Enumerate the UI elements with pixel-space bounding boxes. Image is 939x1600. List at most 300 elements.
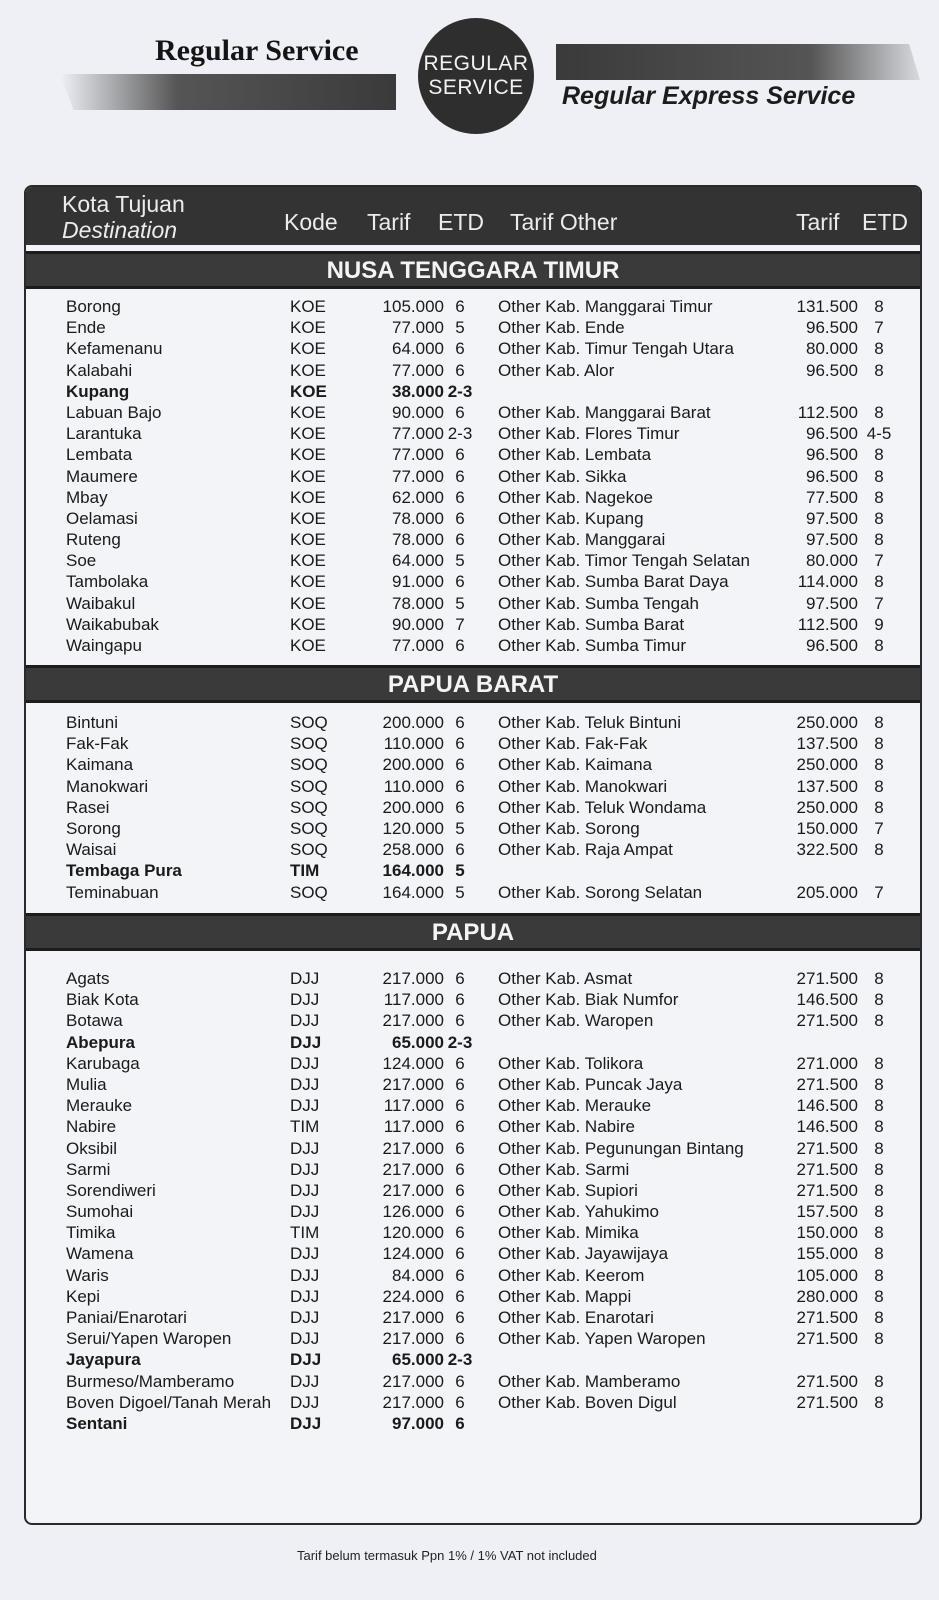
tariff-value: 164.000 (382, 882, 444, 902)
other-etd-value: 8 (874, 530, 884, 550)
other-etd-value: 8 (874, 1138, 884, 1158)
other-etd-value: 8 (874, 636, 884, 655)
destination-name: Jayapura (66, 1350, 141, 1370)
tariff-value: 77.000 (392, 424, 444, 444)
destination-name: Oksibil (66, 1138, 118, 1158)
etd-value: 6 (455, 1223, 465, 1243)
table-row (26, 636, 920, 657)
destination-name: Serui/Yapen Waropen (66, 1329, 232, 1349)
destination-code: DJJ (290, 969, 320, 988)
table-row (26, 734, 920, 755)
table-row (26, 755, 920, 776)
table-row (26, 339, 920, 360)
destination-code: DJJ (290, 1074, 320, 1094)
etd-value: 6 (455, 990, 465, 1010)
etd-value: 6 (455, 1117, 465, 1137)
destination-name: Kupang (66, 381, 130, 401)
other-etd-value: 8 (874, 734, 884, 754)
tariff-value: 217.000 (382, 1308, 444, 1327)
other-tariff-value: 205.000 (796, 882, 858, 902)
etd-value: 2-3 (447, 1032, 473, 1052)
destination-name: Nabire (66, 1117, 117, 1137)
other-etd-value: 9 (874, 614, 884, 634)
other-tariff-value: 250.000 (796, 755, 858, 775)
destination-code: SOQ (290, 734, 328, 754)
regular-service-title: Regular Service (155, 34, 359, 67)
other-etd-value: 8 (874, 840, 884, 860)
table-row (26, 1266, 920, 1287)
etd-value: 6 (455, 776, 465, 796)
destination-name: Sentani (66, 1413, 128, 1433)
tariff-value: 77.000 (392, 636, 444, 655)
destination-name: Waikabubak (66, 614, 159, 634)
other-tariff-value: 271.500 (796, 969, 858, 988)
tariff-value: 217.000 (382, 1074, 444, 1094)
destination-name: Kepi (66, 1286, 101, 1306)
other-area-name: Other Kab. Mimika (498, 1223, 639, 1243)
other-etd-value: 8 (874, 1244, 884, 1264)
destination-name: Botawa (66, 1011, 123, 1031)
tariff-value: 77.000 (392, 466, 444, 486)
other-tariff-value: 137.500 (796, 776, 858, 796)
other-area-name: Other Kab. Mamberamo (498, 1371, 681, 1391)
destination-name: Borong (66, 297, 121, 316)
logo-line-1: REGULAR (423, 52, 529, 75)
other-area-name: Other Kab. Teluk Bintuni (498, 713, 682, 732)
table-row (26, 1414, 920, 1435)
left-header-bar (60, 74, 396, 110)
destination-code: DJJ (290, 1265, 320, 1285)
table-row (26, 1011, 920, 1032)
table-row (26, 1329, 920, 1350)
destination-name: Soe (66, 551, 97, 571)
destination-code: KOE (290, 551, 326, 571)
etd-value: 6 (455, 466, 465, 486)
other-tariff-value: 271.500 (796, 1159, 858, 1179)
other-area-name: Other Kab. Kaimana (498, 755, 653, 775)
destination-name: Boven Digoel/Tanah Merah (66, 1392, 272, 1412)
destination-code: SOQ (290, 713, 328, 732)
other-etd-value: 8 (874, 339, 884, 359)
destination-code: DJJ (290, 1413, 322, 1433)
etd-value: 6 (455, 1011, 465, 1031)
other-etd-value: 8 (874, 1202, 884, 1222)
other-area-name: Other Kab. Sorong (498, 818, 640, 838)
other-tariff-value: 96.500 (806, 318, 858, 338)
tariff-value: 117.000 (383, 1117, 444, 1137)
other-tariff-value: 271.500 (796, 1180, 858, 1200)
destination-code: KOE (290, 339, 326, 359)
other-etd-value: 8 (874, 1308, 884, 1327)
tariff-value: 110.000 (383, 776, 444, 796)
etd-value: 6 (455, 530, 465, 550)
etd-value: 5 (455, 551, 465, 571)
destination-name: Tambolaka (66, 572, 149, 592)
table-row (26, 1202, 920, 1223)
table-row (26, 1308, 920, 1329)
other-area-name: Other Kab. Manokwari (498, 776, 668, 796)
other-area-name: Other Kab. Fak-Fak (498, 734, 648, 754)
destination-code: DJJ (290, 1096, 320, 1116)
etd-value: 6 (455, 1371, 465, 1391)
tariff-value: 77.000 (392, 318, 444, 338)
etd-value: 6 (455, 969, 465, 988)
other-tariff-value: 112.500 (797, 402, 858, 422)
section-rows-ntt (26, 297, 920, 657)
destination-name: Sorendiweri (66, 1180, 156, 1200)
destination-name: Kefamenanu (66, 339, 163, 359)
table-row (26, 990, 920, 1011)
destination-code: DJJ (290, 1308, 320, 1327)
col-tarif-express: Tarif (796, 209, 840, 235)
destination-code: DJJ (290, 1286, 320, 1306)
tariff-value: 64.000 (392, 551, 444, 571)
other-area-name: Other Kab. Supiori (498, 1180, 638, 1200)
destination-name: Agats (66, 969, 110, 988)
destination-name: Larantuka (66, 424, 142, 444)
logo-line-2: SERVICE (428, 76, 524, 99)
other-area-name: Other Kab. Waropen (498, 1011, 654, 1031)
other-area-name: Other Kab. Sikka (498, 466, 627, 486)
destination-name: Karubaga (66, 1053, 140, 1073)
other-tariff-value: 96.500 (806, 424, 858, 444)
other-etd-value: 8 (874, 969, 884, 988)
table-row (26, 1181, 920, 1202)
tariff-value: 200.000 (382, 755, 444, 775)
section-header-papua (26, 913, 920, 951)
other-tariff-value: 271.500 (796, 1329, 858, 1349)
destination-name: Waisai (66, 840, 117, 860)
other-etd-value: 7 (874, 818, 884, 838)
destination-name: Bintuni (66, 713, 118, 732)
tariff-value: 91.000 (392, 572, 444, 592)
regular-express-service-title: Regular Express Service (562, 82, 856, 110)
tariff-value: 217.000 (382, 1392, 444, 1412)
etd-value: 6 (455, 1308, 465, 1327)
other-area-name: Other Kab. Merauke (498, 1096, 652, 1116)
other-tariff-value: 271.500 (796, 1138, 858, 1158)
other-etd-value: 8 (874, 445, 884, 465)
other-tariff-value: 80.000 (806, 339, 858, 359)
tariff-value: 258.000 (382, 840, 444, 860)
etd-value: 6 (455, 297, 465, 316)
destination-code: KOE (290, 424, 326, 444)
other-etd-value: 8 (874, 466, 884, 486)
other-area-name: Other Kab. Tolikora (498, 1053, 644, 1073)
table-row (26, 1287, 920, 1308)
destination-name: Lembata (66, 445, 133, 465)
other-etd-value: 8 (874, 713, 884, 732)
other-tariff-value: 271.500 (796, 1392, 858, 1412)
destination-code: KOE (290, 572, 326, 592)
other-area-name: Other Kab. Sumba Barat (498, 614, 685, 634)
other-etd-value: 7 (874, 551, 884, 571)
other-tariff-value: 146.500 (796, 1117, 858, 1137)
other-tariff-value: 150.000 (796, 1223, 858, 1243)
other-etd-value: 8 (874, 487, 884, 507)
table-row (26, 1096, 920, 1117)
etd-value: 2-3 (447, 381, 473, 401)
other-tariff-value: 112.500 (797, 614, 858, 634)
other-etd-value: 8 (874, 360, 884, 380)
other-etd-value: 8 (874, 508, 884, 528)
destination-code: KOE (290, 530, 326, 550)
tariff-value: 78.000 (392, 593, 444, 613)
other-area-name: Other Kab. Sumba Timur (498, 636, 687, 655)
destination-name: Merauke (66, 1096, 133, 1116)
table-row (26, 1075, 920, 1096)
col-tarif: Tarif (367, 209, 411, 235)
etd-value: 6 (455, 755, 465, 775)
other-area-name: Other Kab. Pegunungan Bintang (498, 1138, 744, 1158)
other-etd-value: 8 (874, 1265, 884, 1285)
other-tariff-value: 280.000 (796, 1286, 858, 1306)
tariff-value: 200.000 (382, 713, 444, 732)
other-tariff-value: 96.500 (806, 360, 858, 380)
other-area-name: Other Kab. Boven Digul (498, 1392, 677, 1412)
other-tariff-value: 105.000 (796, 1265, 858, 1285)
destination-code: KOE (290, 614, 326, 634)
table-row (26, 1033, 920, 1054)
other-etd-value: 8 (874, 776, 884, 796)
etd-value: 6 (455, 1413, 465, 1433)
other-area-name: Other Kab. Enarotari (498, 1308, 654, 1327)
tariff-value: 224.000 (382, 1286, 444, 1306)
table-row (26, 594, 920, 615)
etd-value: 6 (455, 1096, 465, 1116)
other-tariff-value: 157.500 (796, 1202, 858, 1222)
destination-code: DJJ (290, 1392, 320, 1412)
other-area-name: Other Kab. Mappi (498, 1286, 632, 1306)
other-tariff-value: 146.500 (796, 1096, 858, 1116)
other-tariff-value: 131.500 (796, 297, 858, 316)
destination-name: Labuan Bajo (66, 402, 162, 422)
tariff-value: 117.000 (383, 1096, 444, 1116)
etd-value: 6 (455, 636, 465, 655)
destination-name: Sarmi (66, 1159, 111, 1179)
other-etd-value: 8 (874, 1159, 884, 1179)
footnote: Tarif belum termasuk Ppn 1% / 1% VAT not included (297, 1548, 597, 1563)
etd-value: 6 (455, 572, 465, 592)
other-tariff-value: 322.500 (796, 840, 858, 860)
other-area-name: Other Kab. Timur Tengah Utara (498, 339, 734, 359)
tariff-value: 126.000 (382, 1202, 444, 1222)
section-title: PAPUA (431, 919, 515, 946)
etd-value: 6 (455, 1265, 465, 1285)
other-tariff-value: 146.500 (796, 990, 858, 1010)
tariff-value: 90.000 (392, 402, 444, 422)
destination-code: KOE (290, 381, 327, 401)
other-area-name: Other Kab. Manggarai (498, 530, 666, 550)
tariff-value: 217.000 (382, 969, 444, 988)
other-tariff-value: 250.000 (796, 713, 858, 732)
etd-value: 6 (455, 339, 465, 359)
destination-code: SOQ (290, 755, 328, 775)
col-tarif-other: Tarif Other (510, 209, 618, 235)
table-row (26, 467, 920, 488)
other-area-name: Other Kab. Keerom (498, 1265, 645, 1285)
table-row (26, 1350, 920, 1371)
etd-value: 6 (455, 508, 465, 528)
destination-code: KOE (290, 297, 326, 316)
section-rows-papua (26, 969, 920, 1435)
destination-name: Abepura (66, 1032, 135, 1052)
etd-value: 6 (455, 1180, 465, 1200)
tariff-value: 217.000 (382, 1329, 444, 1349)
etd-value: 2-3 (447, 424, 473, 444)
other-area-name: Other Kab. Lembata (498, 445, 652, 465)
etd-value: 5 (455, 318, 465, 338)
etd-value: 6 (455, 797, 465, 817)
destination-name: Fak-Fak (66, 734, 129, 754)
tariff-value: 105.000 (382, 297, 444, 316)
other-etd-value: 8 (874, 990, 884, 1010)
destination-name: Maumere (66, 466, 138, 486)
etd-value: 6 (455, 1286, 465, 1306)
destination-code: TIM (290, 1117, 320, 1137)
other-tariff-value: 97.500 (806, 530, 858, 550)
destination-code: SOQ (290, 818, 328, 838)
destination-name: Rasei (66, 797, 110, 817)
right-header-bar (556, 44, 920, 80)
other-etd-value: 8 (874, 1053, 884, 1073)
destination-code: DJJ (290, 1329, 320, 1349)
other-tariff-value: 150.000 (796, 818, 858, 838)
other-tariff-value: 271.000 (796, 1053, 858, 1073)
destination-code: TIM (290, 1223, 320, 1243)
table-row (26, 819, 920, 840)
other-area-name: Other Kab. Nabire (498, 1117, 636, 1137)
destination-name: Ruteng (66, 530, 121, 550)
destination-code: DJJ (290, 1159, 320, 1179)
other-area-name: Other Kab. Kupang (498, 508, 644, 528)
other-tariff-value: 271.500 (796, 1371, 858, 1391)
table-row (26, 509, 920, 530)
destination-name: Ende (66, 318, 106, 338)
other-etd-value: 8 (874, 1286, 884, 1306)
other-area-name: Other Kab. Jayawijaya (498, 1244, 669, 1264)
col-etd: ETD (438, 209, 484, 235)
other-etd-value: 8 (874, 1011, 884, 1031)
destination-name: Mulia (66, 1074, 107, 1094)
etd-value: 5 (455, 861, 465, 881)
section-title: PAPUA BARAT (387, 671, 559, 698)
destination-name: Sorong (66, 818, 121, 838)
table-row (26, 488, 920, 509)
other-etd-value: 8 (874, 1096, 884, 1116)
table-row (26, 969, 920, 990)
table-row (26, 1393, 920, 1414)
other-etd-value: 8 (874, 797, 884, 817)
section-rows-papua-barat (26, 713, 920, 904)
other-area-name: Other Kab. Flores Timur (498, 424, 680, 444)
destination-code: KOE (290, 466, 326, 486)
table-row (26, 424, 920, 445)
other-area-name: Other Kab. Ende (498, 318, 625, 338)
other-area-name: Other Kab. Puncak Jaya (498, 1074, 683, 1094)
etd-value: 2-3 (447, 1350, 473, 1370)
other-etd-value: 8 (874, 1371, 884, 1391)
other-etd-value: 8 (874, 297, 884, 316)
other-tariff-value: 97.500 (806, 508, 858, 528)
tariff-value: 217.000 (382, 1159, 444, 1179)
other-etd-value: 8 (874, 402, 884, 422)
table-row (26, 551, 920, 572)
tariff-value: 38.000 (392, 381, 444, 401)
etd-value: 6 (455, 1329, 465, 1349)
destination-name: Waibakul (66, 593, 136, 613)
destination-name: Kaimana (66, 755, 134, 775)
table-row (26, 572, 920, 593)
table-row (26, 861, 920, 882)
etd-value: 6 (455, 1244, 465, 1264)
tariff-value: 164.000 (382, 861, 444, 881)
tariff-value: 65.000 (392, 1350, 444, 1370)
table-row (26, 297, 920, 318)
destination-name: Oelamasi (66, 508, 138, 528)
col-kota-tujuan: Kota Tujuan (62, 191, 185, 217)
table-row (26, 1223, 920, 1244)
destination-name: Sumohai (66, 1202, 134, 1222)
destination-name: Waris (66, 1265, 109, 1285)
other-area-name: Other Kab. Biak Numfor (498, 990, 679, 1010)
etd-value: 6 (455, 840, 465, 860)
other-tariff-value: 96.500 (806, 445, 858, 465)
col-kode: Kode (284, 209, 338, 235)
tariff-value: 217.000 (382, 1011, 444, 1031)
other-etd-value: 4-5 (866, 424, 892, 444)
other-etd-value: 8 (874, 1329, 884, 1349)
table-row (26, 798, 920, 819)
other-etd-value: 7 (874, 593, 884, 613)
other-area-name: Other Kab. Sumba Barat Daya (498, 572, 729, 592)
destination-name: Paniai/Enarotari (66, 1308, 187, 1327)
other-area-name: Other Kab. Sarmi (498, 1159, 630, 1179)
destination-name: Timika (66, 1223, 116, 1243)
other-etd-value: 8 (874, 1074, 884, 1094)
table-row (26, 713, 920, 734)
tariff-value: 200.000 (382, 797, 444, 817)
other-etd-value: 8 (874, 1223, 884, 1243)
col-etd-express: ETD (862, 209, 908, 235)
tariff-value: 84.000 (392, 1265, 444, 1285)
destination-code: DJJ (290, 1202, 320, 1222)
tariff-value: 65.000 (392, 1032, 444, 1052)
destination-name: Biak Kota (66, 990, 139, 1010)
other-area-name: Other Kab. Sorong Selatan (498, 882, 703, 902)
table-row (26, 382, 920, 403)
destination-code: SOQ (290, 776, 328, 796)
table-row (26, 445, 920, 466)
tariff-value: 77.000 (392, 445, 444, 465)
other-area-name: Other Kab. Asmat (498, 969, 633, 988)
destination-name: Wamena (66, 1244, 134, 1264)
tariff-value: 62.000 (392, 487, 444, 507)
other-area-name: Other Kab. Raja Ampat (498, 840, 673, 860)
destination-code: DJJ (290, 1371, 320, 1391)
destination-code: SOQ (290, 797, 328, 817)
other-etd-value: 8 (874, 755, 884, 775)
other-tariff-value: 250.000 (796, 797, 858, 817)
etd-value: 5 (455, 818, 465, 838)
etd-value: 6 (455, 1159, 465, 1179)
tariff-value: 124.000 (382, 1053, 444, 1073)
destination-code: DJJ (290, 990, 320, 1010)
table-row (26, 1372, 920, 1393)
destination-code: KOE (290, 636, 326, 655)
etd-value: 6 (455, 1202, 465, 1222)
other-area-name: Other Kab. Manggarai Timur (498, 297, 713, 316)
